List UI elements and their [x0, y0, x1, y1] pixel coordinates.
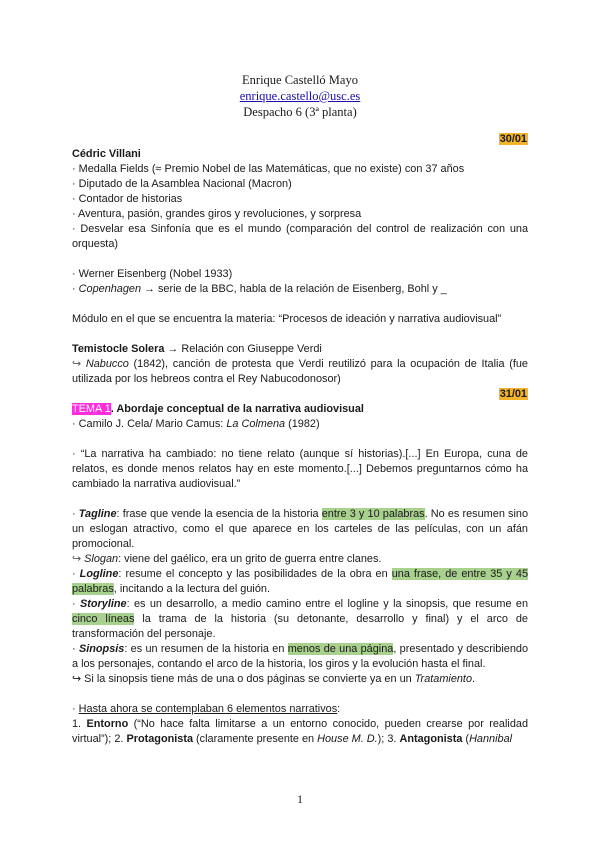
bullet-item: · Copenhagen → serie de la BBC, habla de la relación de Eisenberg, Bohl y _	[72, 283, 447, 295]
elements-heading: · Hasta ahora se contemplaban 6 elementos narrativos:	[72, 703, 341, 715]
office-location: Despacho 6 (3ª planta)	[243, 105, 357, 119]
quote-paragraph: · “La narrativa ha cambiado: no tiene relato (aunque sí historias).[...] En Europa, cuna de relatos, es donde menos relatos hay en este momento.[...] Debemos preguntarnos cómo ha cambiado la narrativa audiovisual.”	[72, 448, 528, 490]
note-paragraph: ↪ Si la sinopsis tiene más de una o dos páginas se convierte ya en un Tratamiento.	[72, 673, 476, 685]
definition-tagline: · Tagline: frase que vende la esencia de la historia entre 3 y 10 palabras. No es resumen sino un eslogan atractivo, como el que aparece en los carteles de las películas, con un afán promocional.	[72, 508, 529, 550]
bullet-item: · Contador de historias	[72, 193, 183, 205]
note-paragraph: ↪ Slogan: viene del gaélico, era un grito de guerra entre clanes.	[72, 553, 382, 565]
page-number: 1	[297, 792, 303, 806]
bullet-item: · Camilo J. Cela/ Mario Camus: La Colmena (1982)	[72, 418, 320, 430]
bullet-item: · Desvelar esa Sinfonía que es el mundo (comparación del control de realización con una orquesta)	[72, 223, 528, 250]
document-header	[0, 72, 600, 120]
section-title: Cédric Villani	[72, 148, 141, 160]
definition-storyline: · Storyline: es un desarrollo, a medio camino entre el logline y la sinopsis, que resume en cinco líneas la trama de la historia (su detonante, desarrollo y final) y el arco de transformación del personaje.	[72, 598, 528, 640]
definition-sinopsis: · Sinopsis: es un resumen de la historia en menos de una página, presentado y describiendo a los personajes, contando el arco de la historia, los giros y la evolución hasta el final.	[72, 643, 528, 670]
bullet-item: · Werner Eisenberg (Nobel 1933)	[72, 268, 233, 280]
author-name: Enrique Castelló Mayo	[242, 73, 358, 87]
date-label: 31/01	[499, 388, 527, 400]
date-label: 30/01	[499, 133, 527, 145]
subheading: Temistocle Solera → Relación con Giuseppe Verdi	[72, 343, 322, 355]
bullet-item: · Aventura, pasión, grandes giros y revoluciones, y sorpresa	[72, 208, 362, 220]
elements-list: 1. Entorno (“No hace falta limitarse a un entorno conocido, pueden crearse por realidad virtual”); 2. Protagonista (claramente presente en House M. D.); 3. Antagonista (Hannibal	[72, 718, 528, 745]
definition-logline: · Logline: resume el concepto y las posibilidades de la obra en una frase, de entre 35 y 45 palabras, incitando a la lectura del guión.	[72, 568, 528, 595]
topic-tag: TEMA 1	[72, 403, 111, 415]
note-paragraph: ↪ Nabucco (1842), canción de protesta que Verdi reutilizó para la ocupación de Italia (fue utilizada por los hebreos contra el Rey Nabucodonosor)	[72, 358, 528, 385]
document-body	[72, 132, 528, 747]
bullet-item: · Medalla Fields (≈ Premio Nobel de las Matemáticas, que no existe) con 37 años	[72, 163, 465, 175]
module-note: Módulo en el que se encuentra la materia: “Procesos de ideación y narrativa audiovisual”	[72, 313, 502, 325]
topic-heading: TEMA 1. Abordaje conceptual de la narrativa audiovisual	[72, 403, 364, 415]
bullet-item: · Diputado de la Asamblea Nacional (Macron)	[72, 178, 292, 190]
author-email-link[interactable]: enrique.castello@usc.es	[239, 89, 361, 103]
